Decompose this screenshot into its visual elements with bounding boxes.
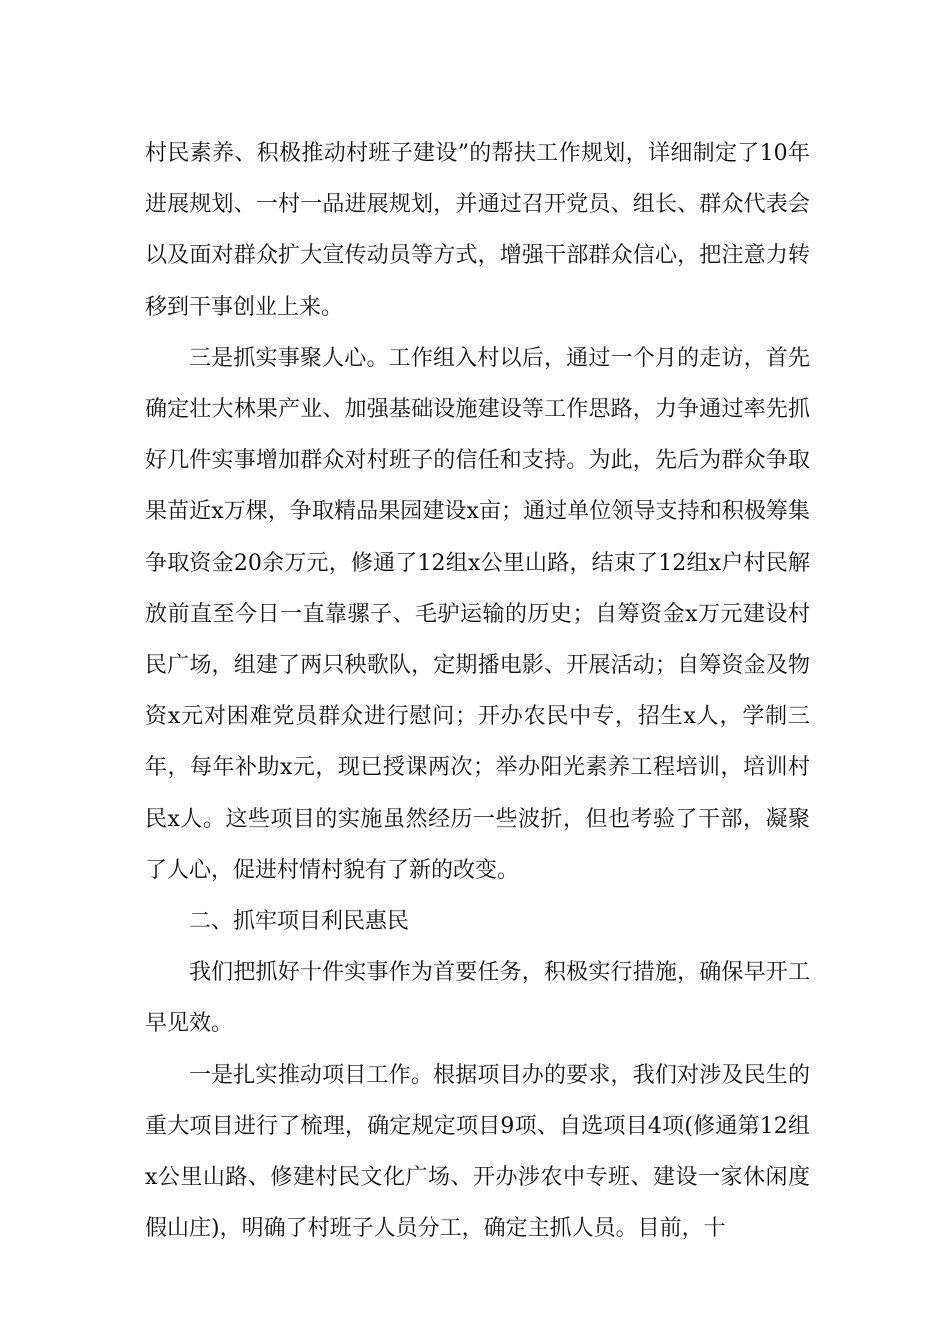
paragraph-section-intro: 我们把抓好十件实事作为首要任务，积极实行措施，确保早开工早见效。 — [145, 960, 810, 1037]
paragraph-continuation: 村民素养、积极推动村班子建设”的帮扶工作规划，详细制定了10年进展规划、一村一品进展规划，并通过召开党员、组长、群众代表会以及面对群众扩大宣传动员等方式，增强干部群众信心，把注意力转移到干事创业上来。 — [145, 141, 810, 320]
paragraph-third-point: 三是抓实事聚人心。工作组入村以后，通过一个月的走访，首先确定壮大林果产业、加强基础设施建设等工作思路，力争通过率先抓好几件实事增加群众对村班子的信任和支持。为此，先后为群众争取果苗近x万棵，争取精品果园建设x亩；通过单位领导支持和积极筹集争取资金20余万元，修通了12组x公里山路，结束了12组x户村民解放前直至今日一直靠骡子、毛驴运输的历史；自筹资金x万元建设村民广场，组建了两只秧歌队，定期播电影、开展活动；自筹资金及物资x元对困难党员群众进行慰问；开办农民中专，招生x人，学制三年，每年补助x元，现已授课两次；举办阳光素养工程培训，培训村民x人。这些项目的实施虽然经历一些波折，但也考验了干部，凝聚了人心，促进村情村貌有了新的改变。 — [145, 345, 810, 883]
section-heading: 二、抓牢项目利民惠民 — [189, 909, 410, 935]
document-body — [145, 128, 810, 1254]
paragraph-first-point: 一是扎实推动项目工作。根据项目办的要求，我们对涉及民生的重大项目进行了梳理，确定规定项目9项、自选项目4项(修通第12组x公里山路、修建村民文化广场、开办涉农中专班、建设一家休闲度假山庄)，明确了村班子人员分工，确定主抓人员。目前，十 — [145, 1062, 810, 1242]
